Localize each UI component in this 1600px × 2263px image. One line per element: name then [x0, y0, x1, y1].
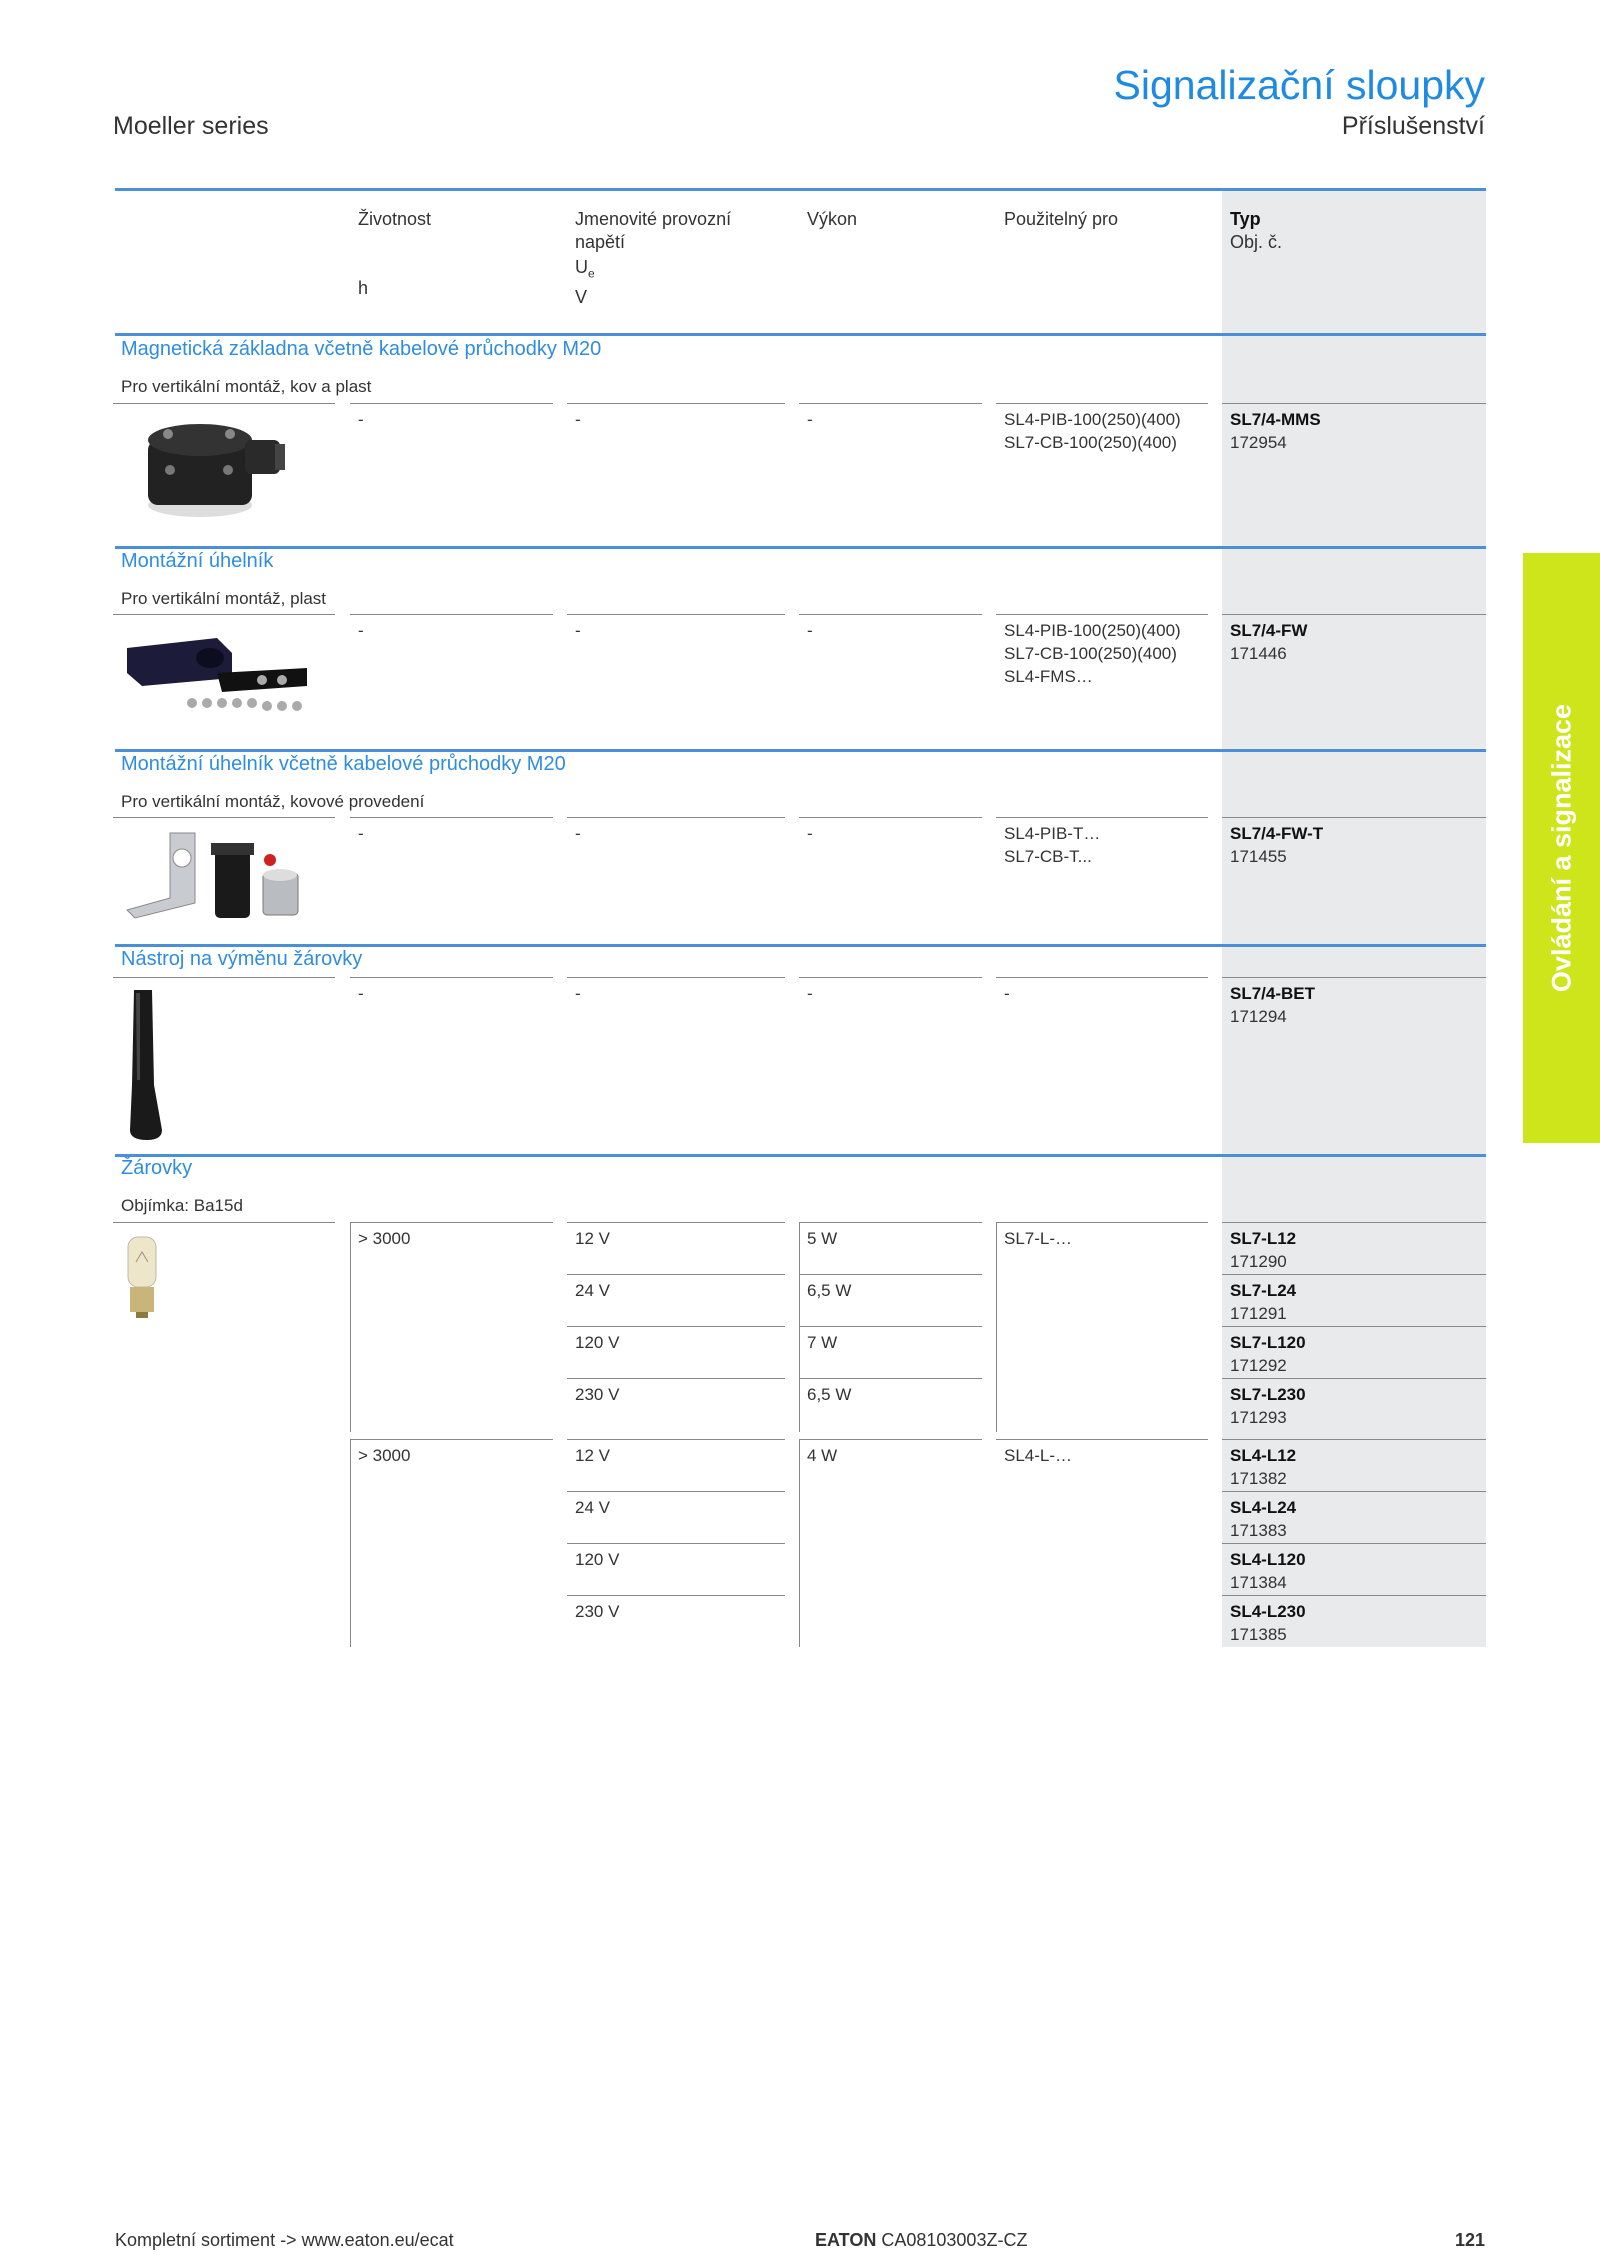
divider: [1222, 817, 1486, 818]
power-value: -: [807, 984, 813, 1003]
divider: [1222, 1439, 1486, 1440]
type-value: SL7/4-FW 171446: [1230, 621, 1308, 663]
divider: [567, 1326, 785, 1327]
group-line: [799, 1222, 800, 1432]
power-value: 5 W: [807, 1229, 838, 1248]
voltage-value: -: [575, 410, 581, 429]
power-value: 6,5 W: [807, 1281, 852, 1300]
divider: [567, 1378, 785, 1379]
section-title: Magnetická základna včetně kabelové průchodky M20: [121, 338, 602, 360]
usable-value: SL4-L-…: [1004, 1446, 1073, 1465]
divider: [567, 1274, 785, 1275]
type-value: SL7-L12 171290: [1230, 1229, 1297, 1271]
usable-value: SL4-PIB-100(250)(400) SL7-CB-100(250)(400): [1004, 410, 1181, 452]
divider: [113, 614, 335, 615]
section-title: Montážní úhelník: [121, 550, 274, 572]
voltage-value: 24 V: [575, 1498, 610, 1517]
life-value: -: [358, 410, 364, 429]
col-usable: Použitelný pro: [1004, 209, 1119, 229]
type-value: SL7-L24 171291: [1230, 1281, 1297, 1323]
voltage-value: -: [575, 824, 581, 843]
mounting-bracket-image: [122, 628, 312, 728]
section-subtitle: Pro vertikální montáž, kovové provedení: [121, 792, 425, 811]
divider: [567, 614, 785, 615]
group-line: [799, 1439, 800, 1647]
magnetic-base-image: [120, 410, 300, 520]
power-value: -: [807, 621, 813, 640]
divider: [567, 1222, 785, 1223]
divider: [1222, 1378, 1486, 1379]
divider: [567, 1491, 785, 1492]
divider: [1222, 1595, 1486, 1596]
power-value: -: [807, 824, 813, 843]
divider: [996, 1222, 1208, 1223]
life-value: -: [358, 824, 364, 843]
section-subtitle: Pro vertikální montáž, plast: [121, 589, 327, 608]
type-value: SL4-L230 171385: [1230, 1602, 1306, 1644]
divider: [567, 1595, 785, 1596]
divider: [799, 1326, 982, 1327]
divider: [113, 1222, 335, 1223]
type-value: SL4-L24 171383: [1230, 1498, 1297, 1540]
section-title: Montážní úhelník včetně kabelové průchodky M20: [121, 753, 566, 775]
page-title: Signalizační sloupky: [1113, 62, 1485, 108]
divider: [1222, 1326, 1486, 1327]
divider: [567, 403, 785, 404]
divider: [350, 977, 553, 978]
section-rule: [115, 1154, 1486, 1157]
divider: [996, 817, 1208, 818]
divider: [567, 1439, 785, 1440]
power-value: 4 W: [807, 1446, 838, 1465]
divider: [799, 403, 982, 404]
life-value: -: [358, 621, 364, 640]
usable-value: SL4-PIB-100(250)(400) SL7-CB-100(250)(400) SL4-FMS…: [1004, 621, 1181, 686]
voltage-value: -: [575, 621, 581, 640]
divider: [1222, 1491, 1486, 1492]
divider: [113, 403, 335, 404]
voltage-value: -: [575, 984, 581, 1003]
voltage-value: 12 V: [575, 1229, 610, 1248]
divider: [1222, 403, 1486, 404]
metal-bracket-image: [125, 828, 305, 928]
divider: [799, 1274, 982, 1275]
voltage-value: 12 V: [575, 1446, 610, 1465]
divider: [350, 1222, 553, 1223]
col-type: Typ Obj. č.: [1230, 209, 1283, 252]
type-value: SL7-L230 171293: [1230, 1385, 1306, 1427]
divider: [350, 817, 553, 818]
divider: [1222, 1274, 1486, 1275]
divider: [350, 614, 553, 615]
section-rule: [115, 333, 1486, 336]
footer-link-text: Kompletní sortiment -> www.eaton.eu/ecat: [115, 2230, 454, 2250]
type-value: SL7-L120 171292: [1230, 1333, 1306, 1375]
divider: [1222, 614, 1486, 615]
section-title: Žárovky: [121, 1157, 193, 1179]
col-power: Výkon: [807, 209, 858, 229]
divider: [1222, 1543, 1486, 1544]
divider: [996, 403, 1208, 404]
group-line: [350, 1439, 351, 1647]
voltage-value: 120 V: [575, 1550, 620, 1569]
series-label: Moeller series: [113, 112, 269, 140]
top-rule: [115, 188, 1486, 191]
bulb-tool-image: [122, 985, 172, 1145]
divider: [350, 403, 553, 404]
power-value: 7 W: [807, 1333, 838, 1352]
section-subtitle: Pro vertikální montáž, kov a plast: [121, 377, 372, 396]
divider: [113, 817, 335, 818]
divider: [567, 817, 785, 818]
divider: [1222, 1222, 1486, 1223]
voltage-value: 24 V: [575, 1281, 610, 1300]
usable-value: SL4-PIB-T… SL7-CB-T...: [1004, 824, 1101, 866]
type-value: SL7/4-FW-T 171455: [1230, 824, 1324, 866]
divider: [567, 977, 785, 978]
divider: [350, 1439, 553, 1440]
divider: [799, 1222, 982, 1223]
col-life: Životnost h: [358, 209, 432, 298]
usable-value: SL7-L-…: [1004, 1229, 1073, 1248]
type-value: SL4-L12 171382: [1230, 1446, 1297, 1488]
divider: [799, 614, 982, 615]
section-title: Nástroj na výměnu žárovky: [121, 948, 363, 970]
divider: [996, 977, 1208, 978]
voltage-value: 230 V: [575, 1385, 620, 1404]
chapter-tab: Ovládání a signalizace: [1523, 553, 1600, 1143]
divider: [113, 977, 335, 978]
voltage-value: 120 V: [575, 1333, 620, 1352]
section-subtitle: Objímka: Ba15d: [121, 1196, 243, 1215]
page-number: 121: [1454, 2230, 1485, 2250]
power-value: 6,5 W: [807, 1385, 852, 1404]
section-rule: [115, 944, 1486, 947]
type-value: SL7/4-BET 171294: [1230, 984, 1316, 1026]
life-value: > 3000: [358, 1229, 411, 1248]
col-voltage: Jmenovité provozní napětí $U_e$ V: [575, 209, 732, 307]
type-value: SL7/4-MMS 172954: [1230, 410, 1321, 452]
divider: [996, 1439, 1208, 1440]
divider: [799, 817, 982, 818]
usable-value: -: [1004, 984, 1010, 1003]
bulb-image: [122, 1232, 162, 1322]
footer-doc-code: EATON CA08103003Z-CZ: [815, 2230, 1028, 2250]
divider: [799, 977, 982, 978]
life-value: -: [358, 984, 364, 1003]
section-rule: [115, 749, 1486, 752]
divider: [996, 614, 1208, 615]
power-value: -: [807, 410, 813, 429]
life-value: > 3000: [358, 1446, 411, 1465]
divider: [799, 1378, 982, 1379]
page-subtitle: Příslušenství: [1341, 112, 1485, 140]
voltage-value: 230 V: [575, 1602, 620, 1621]
divider: [799, 1439, 982, 1440]
type-value: SL4-L120 171384: [1230, 1550, 1306, 1592]
group-line: [996, 1222, 997, 1432]
section-rule: [115, 546, 1486, 549]
group-line: [350, 1222, 351, 1432]
divider: [567, 1543, 785, 1544]
divider: [1222, 977, 1486, 978]
